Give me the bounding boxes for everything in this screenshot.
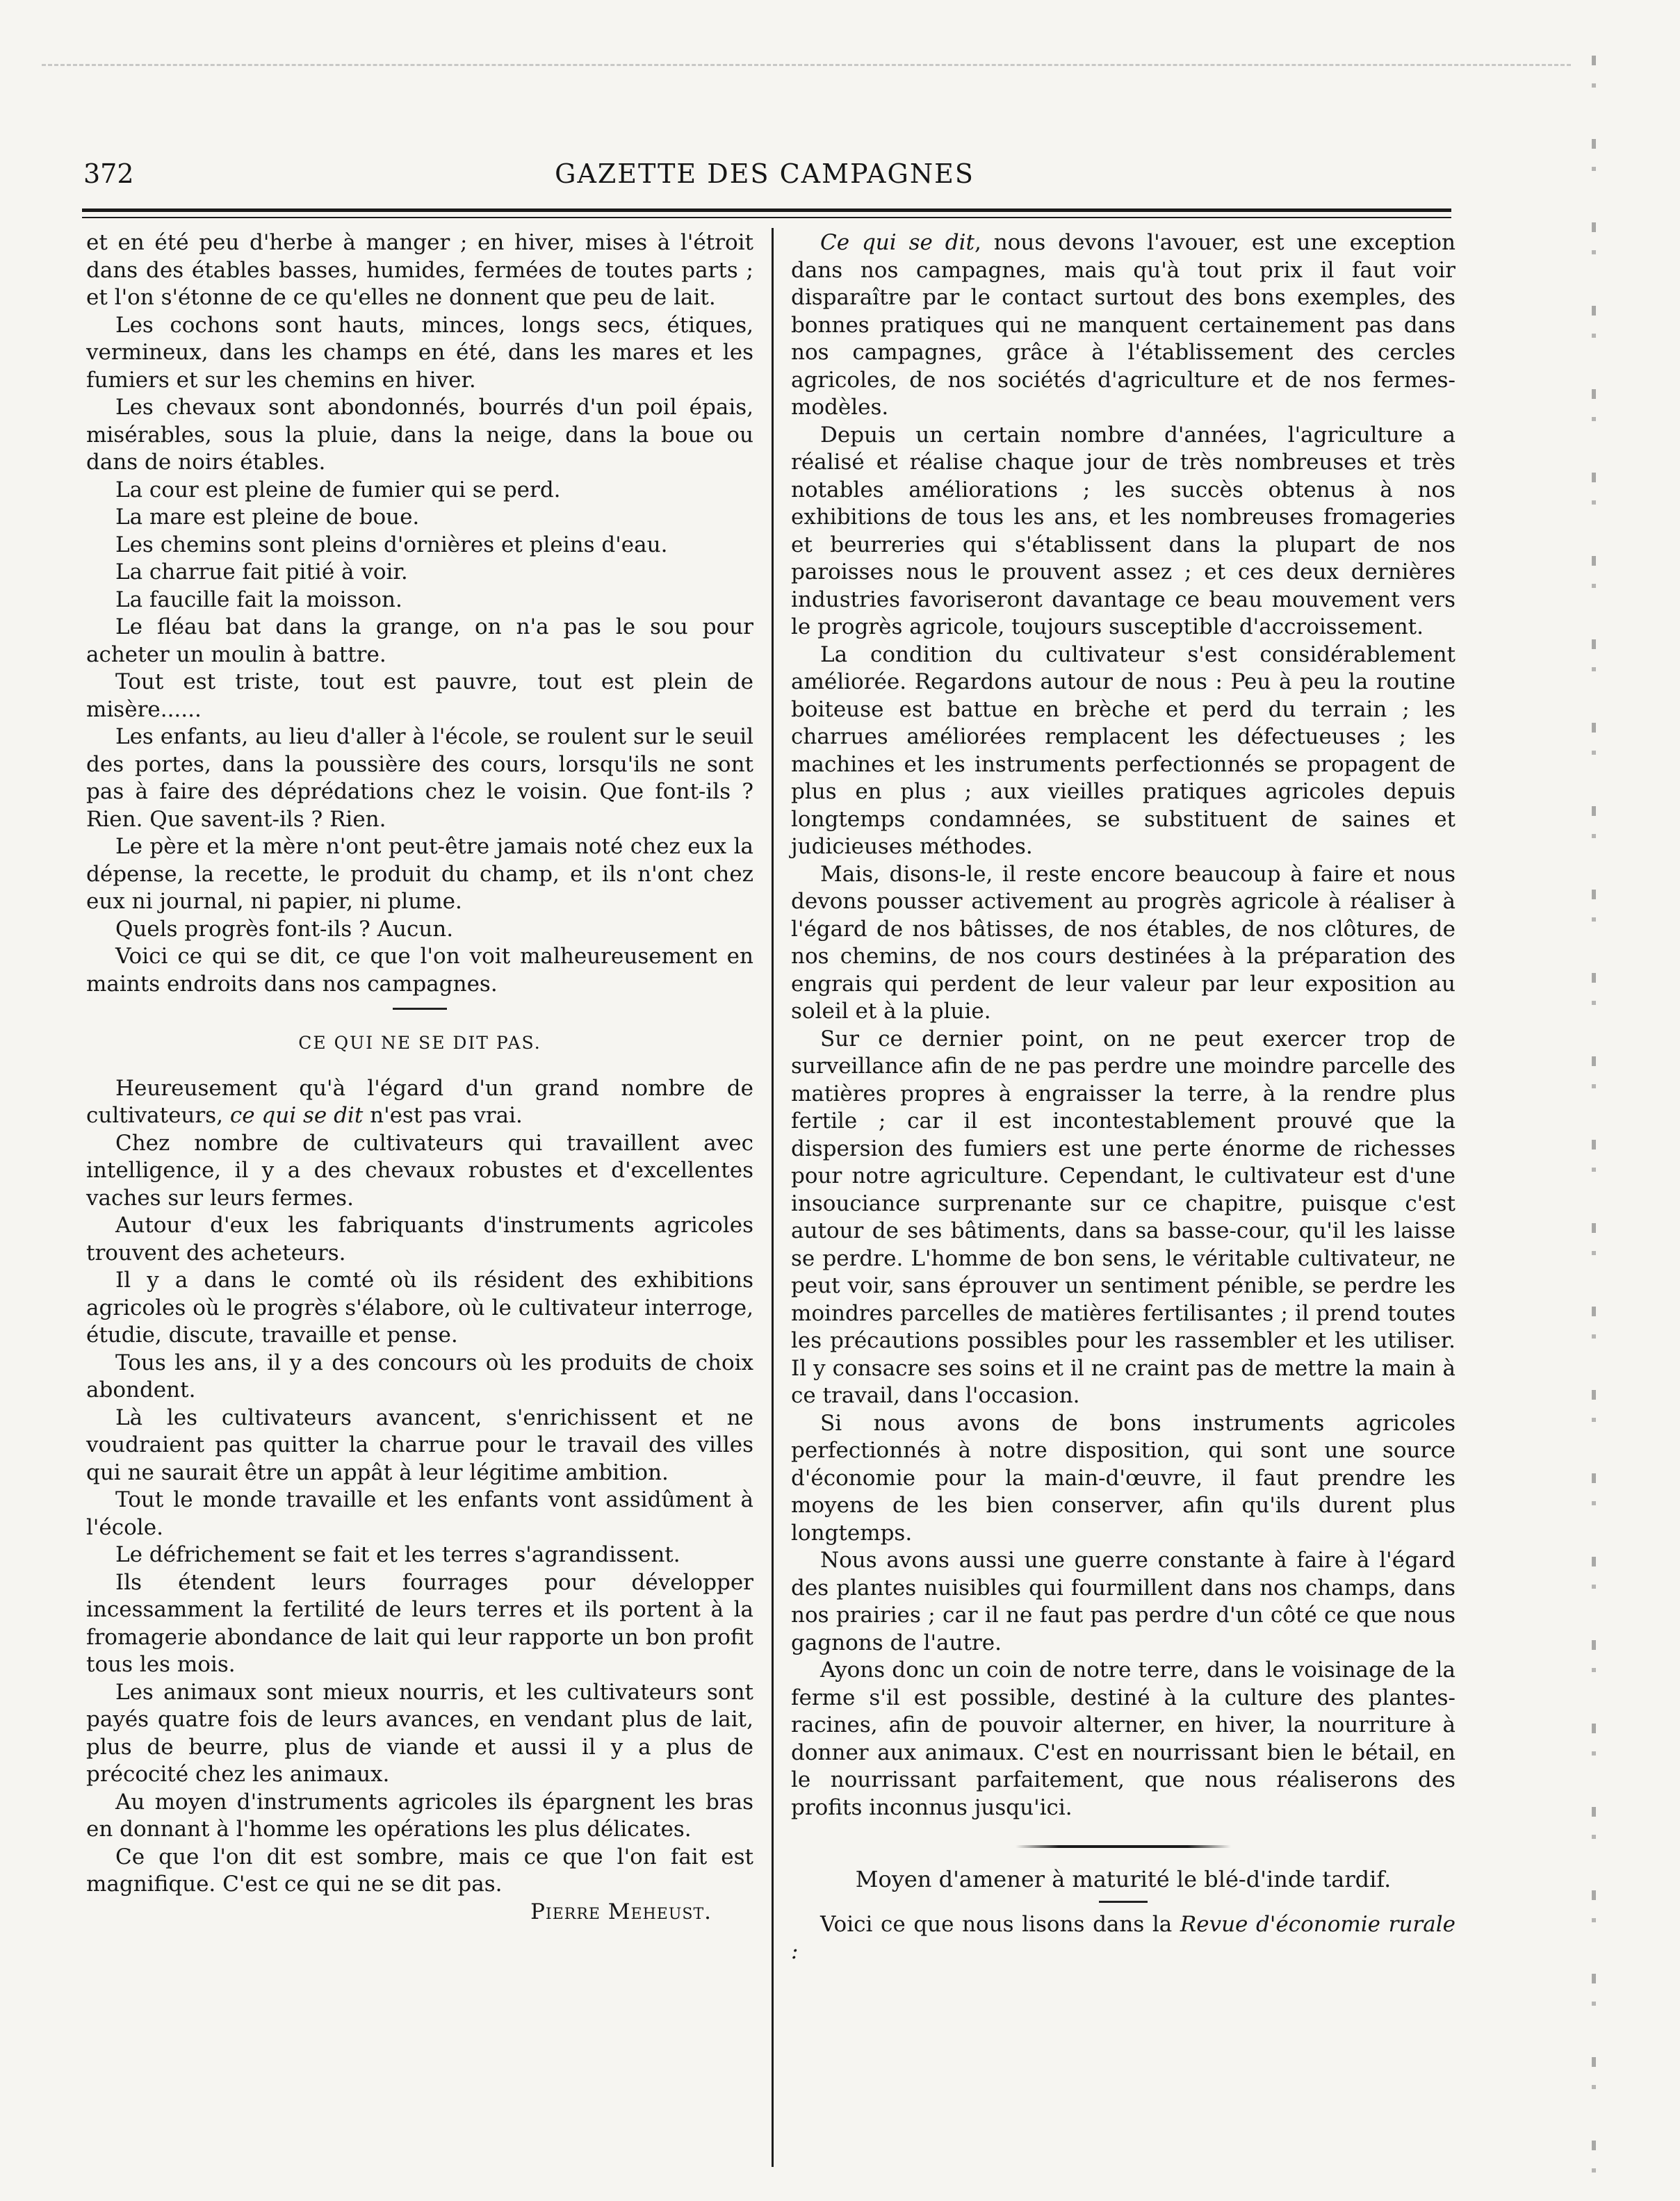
paragraph: Tous les ans, il y a des concours où les produits de choix abondent. — [86, 1350, 753, 1402]
title-rule — [1099, 1901, 1148, 1903]
paragraph: et en été peu d'herbe à manger ; en hiver, mises à l'étroit dans des étables basses, humides, fermées de toutes parts ; et l'on s'étonne de ce qu'elles ne donnent que peu de lait. — [86, 230, 753, 310]
column-divider — [772, 228, 774, 2167]
paragraph: Il y a dans le comté où ils résident des exhibitions agricoles où le progrès s'élabore, où le cultivateur interroge, étudie, discute, travaille et pense. — [86, 1268, 753, 1348]
text-run: Heureusement qu'à l'égard d'un grand nombre de cultivateurs, — [86, 1075, 753, 1128]
paragraph: Quels progrès font-ils ? Aucun. — [115, 916, 454, 942]
paragraph — [86, 1075, 753, 1130]
paragraph: Les cochons sont hauts, minces, longs secs, étiques, vermineux, dans les champs en été, dans les mares et les fumiers et sur les chemins en hiver. — [86, 312, 753, 393]
paragraph: Voici ce qui se dit, ce que l'on voit malheureusement en maints endroits dans nos campagnes. — [86, 944, 753, 997]
author-signature: Pierre Meheust. — [530, 1899, 712, 1924]
section-rule — [393, 1008, 447, 1010]
paragraph: Ils étendent leurs fourrages pour développer incessamment la fertilité de leurs terres et ils portent à la fromagerie abondance de lait qui leur rapporte un bon profit tous les mois. — [86, 1569, 753, 1677]
paragraph: Nous avons aussi une guerre constante à faire à l'égard des plantes nuisibles qui fourmillent dans nos champs, dans nos prairies ; car il ne faut pas perdre d'un côté ce que nous gagnons de l'autre. — [791, 1548, 1455, 1655]
header-rule-thin — [82, 217, 1451, 218]
paragraph: Autour d'eux les fabriquants d'instruments agricoles trouvent des acheteurs. — [86, 1213, 753, 1266]
scan-noise-right — [1592, 56, 1596, 2175]
left-column — [86, 229, 753, 1926]
text-run: Voici ce que nous lisons dans la — [820, 1911, 1180, 1937]
paragraph: Les enfants, au lieu d'aller à l'école, se roulent sur le seuil des portes, dans la poussière des cours, lorsqu'ils ne sont pas à faire des déprédations chez le voisin. Que font-ils ? Rien. Que savent-ils ? Rien. — [86, 724, 753, 832]
header-rule-thick — [82, 208, 1451, 212]
paragraph: Chez nombre de cultivateurs qui travaillent avec intelligence, il y a des chevaux robustes et d'excellentes vaches sur leurs fermes. — [86, 1130, 753, 1211]
italic-phrase: ce qui se dit — [229, 1103, 364, 1128]
paragraph — [791, 229, 1455, 422]
running-title: GAZETTE DES CAMPAGNES — [555, 158, 974, 189]
paragraph: Tout le monde travaille et les enfants vont assidûment à l'école. — [86, 1487, 753, 1540]
page-number: 372 — [83, 158, 134, 189]
paragraph: Au moyen d'instruments agricoles ils épargnent les bras en donnant à l'homme les opérations les plus délicates. — [86, 1789, 753, 1842]
paragraph: Mais, disons-le, il reste encore beaucoup à faire et nous devons pousser activement au progrès agricole à réaliser à l'égard de nos bâtisses, de nos étables, de nos clôtures, de nos chemins, de nos cours destinées à la préparation des engrais qui perdent de leur valeur par leur exposition au soleil et à la pluie. — [791, 861, 1455, 1024]
paragraph — [791, 1911, 1455, 1966]
italic-phrase: Ce qui se dit — [820, 230, 974, 255]
text-run: , nous devons l'avouer, est une exception dans nos campagnes, mais qu'à tout prix il faut voir disparaître par le contact surtout des bons exemples, des bonnes pratiques qui ne manquent certainement pas dans nos campagnes, grâce à l'établissement des cercles agricoles, de nos sociétés d'agriculture et de nos fermes-modèles. — [791, 230, 1456, 420]
paragraph: Le père et la mère n'ont peut-être jamais noté chez eux la dépense, la recette, le produit du champ, et ils n'ont chez eux ni journal, ni papier, ni plume. — [86, 834, 753, 914]
paragraph: La cour est pleine de fumier qui se perd. — [115, 477, 561, 502]
paragraph: Ce que l'on dit est sombre, mais ce que l'on fait est magnifique. C'est ce qui ne se dit pas. — [86, 1844, 753, 1897]
paragraph: La charrue fait pitié à voir. — [115, 559, 408, 584]
paragraph: La mare est pleine de boue. — [115, 505, 420, 530]
page-header — [83, 158, 1446, 200]
scan-noise-top — [42, 64, 1571, 69]
paragraph: Le défrichement se fait et les terres s'agrandissent. — [115, 1542, 680, 1567]
article-title: Moyen d'amener à maturité le blé-d'inde tardif. — [855, 1866, 1392, 1892]
italic-phrase: Revue d'économie rurale : — [791, 1911, 1455, 1964]
paragraph: Les chemins sont pleins d'ornières et pleins d'eau. — [115, 532, 668, 557]
paragraph: Sur ce dernier point, on ne peut exercer trop de surveillance afin de ne pas perdre une moindre parcelle des matières propres à engraisser la terre, à la rendre plus fertile ; car il est incontestablement prouvé que la dispersion des fumiers est une perte énorme de richesses pour notre agriculture. Cependant, le cultivateur est d'une insouciance surprenante sur ce chapitre, puisque c'est autour de ses bâtiments, dans sa basse-cour, qu'il les laisse se perdre. L'homme de bon sens, le véritable cultivateur, ne peut voir, sans éprouver un sentiment pénible, se perdre les moindres parcelles de matières fertilisantes ; il prend toutes les précautions possibles pour les rassembler et les utiliser. Il y consacre ses soins et il ne craint pas de mettre la main à ce travail, dans l'occasion. — [791, 1026, 1455, 1408]
paragraph: La faucille fait la moisson. — [115, 587, 402, 612]
right-column — [791, 229, 1455, 1966]
text-run: n'est pas vrai. — [363, 1103, 523, 1128]
paragraph: Là les cultivateurs avancent, s'enrichissent et ne voudraient pas quitter la charrue pour le travail des villes qui ne saurait être un appât à leur légitime ambition. — [86, 1405, 753, 1485]
paragraph: Les chevaux sont abondonnés, bourrés d'un poil épais, misérables, sous la pluie, dans la neige, dans la boue ou dans de noirs étables. — [86, 395, 753, 475]
section-title: CE QUI NE SE DIT PAS. — [298, 1033, 541, 1053]
paragraph: La condition du cultivateur s'est considérablement améliorée. Regardons autour de nous : Peu à peu la routine boiteuse est battue en brèche et perd du terrain ; les charrues améliorées remplacent les défectueuses ; les machines et les instruments perfectionnés se propagent de plus en plus ; aux vieilles pratiques agricoles depuis longtemps condamnées, se substituent de saines et judicieuses méthodes. — [791, 641, 1455, 859]
paragraph: Ayons donc un coin de notre terre, dans le voisinage de la ferme s'il est possible, destiné à la culture des plantes-racines, afin de pouvoir alterner, en hiver, la nourriture à donner aux animaux. C'est en nourrissant bien le bétail, en le nourrissant parfaitement, que nous réaliserons des profits inconnus jusqu'ici. — [791, 1658, 1455, 1820]
paragraph: Si nous avons de bons instruments agricoles perfectionnés à notre disposition, qui sont une source d'économie pour la main-d'œuvre, il faut prendre les moyens de les bien conserver, afin qu'ils durent plus longtemps. — [791, 1410, 1455, 1546]
paragraph: Les animaux sont mieux nourris, et les cultivateurs sont payés quatre fois de leurs avances, en vendant plus de lait, plus de beurre, plus de viande et aussi il y a plus de précocité chez les animaux. — [86, 1679, 753, 1787]
paragraph: Depuis un certain nombre d'années, l'agriculture a réalisé et réalise chaque jour de très nombreuses et très notables améliorations ; les succès obtenus à nos exhibitions de tous les ans, et les nombreuses fromageries et beurreries qui s'établissent dans la plupart de nos paroisses nous le prouvent assez ; et ces deux dernières industries favoriseront davantage ce beau mouvement vers le progrès agricole, toujours susceptible d'accroissement. — [791, 422, 1455, 639]
paragraph: Le fléau bat dans la grange, on n'a pas le sou pour acheter un moulin à battre. — [86, 614, 753, 667]
paragraph: Tout est triste, tout est pauvre, tout est plein de misère...... — [86, 669, 753, 722]
article-separator — [1016, 1845, 1231, 1848]
